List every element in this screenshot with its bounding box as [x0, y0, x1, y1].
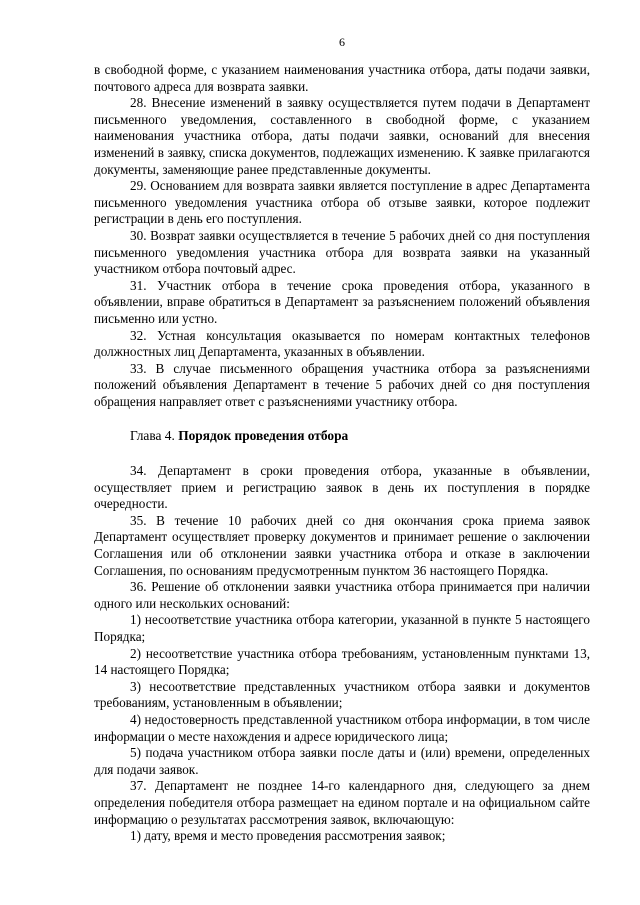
- list-item-37-1: 1) дату, время и место проведения рассмотрения заявок;: [130, 828, 446, 844]
- list-item-36-5: 5) подача участником отбора заявки после даты и (или) времени, определенных для подачи заявок.: [94, 745, 590, 777]
- chapter-heading: [94, 428, 590, 445]
- chapter-title: Порядок проведения отбора: [178, 428, 349, 444]
- list-item-36-3: 3) несоответствие представленных участником отбора заявки и документов требованиям, установленным в объявлении;: [94, 678, 590, 711]
- paragraph-28: 28. Внесение изменений в заявку осуществляется путем подачи в Департамент письменного уведомления, составленного в свободной форме, с указанием наименования участника отбора, даты подачи заявки, оснований для внесения изменений в заявку, списка документов, подлежащих изменению. К заявке прилагаются документы, заменяющие ранее представленные документы.: [94, 95, 590, 177]
- document-page: [94, 0, 590, 905]
- paragraph-36: 36. Решение об отклонении заявки участника отбора принимается при наличии одного или нескольких оснований:: [94, 579, 590, 611]
- paragraph-35: 35. В течение 10 рабочих дней со дня окончания срока приема заявок Департамент осуществляет проверку документов и принимает решение о заключении Соглашения или об отклонении заявки участника отбора и отказе в заключении Соглашения, по основаниям предусмотренным пунктом 36 настоящего Порядка.: [94, 512, 590, 578]
- paragraph-34: 34. Департамент в сроки проведения отбора, указанные в объявлении, осуществляет прием и регистрацию заявок в день их поступления в порядке очередности.: [94, 463, 590, 512]
- paragraph-continuation: в свободной форме, с указанием наименования участника отбора, даты подачи заявки, почтового адреса для возврата заявки.: [94, 62, 590, 94]
- paragraph-30: 30. Возврат заявки осуществляется в течение 5 рабочих дней со дня поступления письменного уведомления участника отбора для возврата заявки на указанный участником отбора почтовый адрес.: [94, 227, 590, 277]
- chapter-prefix: Глава 4.: [130, 428, 179, 444]
- paragraph-32: 32. Устная консультация оказывается по номерам контактных телефонов должностных лиц Департамента, указанных в объявлении.: [94, 327, 590, 360]
- list-item-36-1: 1) несоответствие участника отбора категории, указанной в пункте 5 настоящего Порядка;: [94, 612, 590, 644]
- list-item-36-2: 2) несоответствие участника отбора требованиям, установленным пунктами 13, 14 настоящего Порядка;: [94, 645, 590, 678]
- page-number: 6: [339, 35, 345, 49]
- list-item-36-4: 4) недостоверность представленной участником отбора информации, в том числе информации о месте нахождения и адресе юридического лица;: [94, 711, 590, 744]
- paragraph-29: 29. Основанием для возврата заявки является поступление в адрес Департамента письменного уведомления участника отбора об отзыве заявки, которое подлежит регистрации в день его поступления.: [94, 178, 590, 227]
- page-content: [94, 62, 590, 845]
- paragraph-37: 37. Департамент не позднее 14-го календарного дня, следующего за днем определения победителя отбора размещает на едином портале и на официальном сайте информацию о результатах рассмотрения заявок, включающую:: [94, 778, 590, 827]
- paragraph-31: 31. Участник отбора в течение срока проведения отбора, указанного в объявлении, вправе обратиться в Департамент за разъяснением положений объявления письменно или устно.: [94, 277, 590, 326]
- paragraph-33: 33. В случае письменного обращения участника отбора за разъяснениями положений объявления Департамент в течение 5 рабочих дней со дня поступления обращения направляет ответ с разъяснениями участнику отбора.: [94, 360, 590, 409]
